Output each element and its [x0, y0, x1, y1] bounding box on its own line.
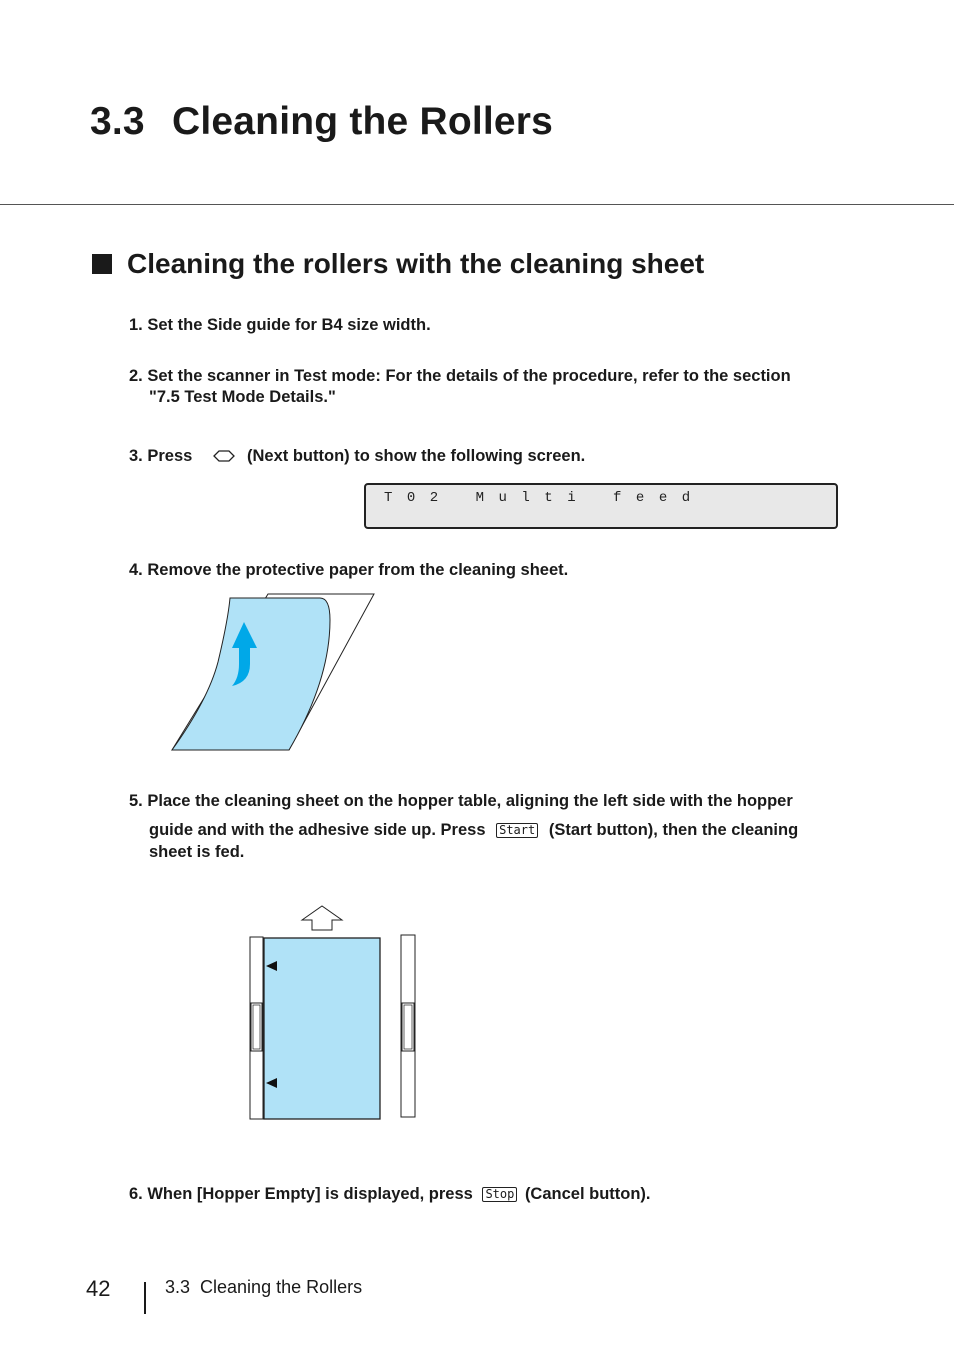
step-3 [129, 446, 192, 467]
next-button-icon [213, 449, 235, 463]
step-text: guide and with the adhesive side up. Press [149, 821, 486, 839]
footer-section-title: Cleaning the Rollers [200, 1277, 363, 1297]
stop-key-icon: Stop [482, 1187, 517, 1202]
footer-divider [144, 1282, 146, 1314]
subsection-title: Cleaning the rollers with the cleaning sheet [127, 248, 705, 279]
step-text: (Cancel button). [524, 1185, 651, 1203]
step-3-text-after: (Next button) to show the following screen. [247, 447, 586, 465]
cleaning-sheet-peel-illustration [168, 590, 380, 755]
footer-section-number: 3.3 [165, 1277, 191, 1297]
subsection-heading [92, 248, 704, 280]
step-2-continuation: "7.5 Test Mode Details." [149, 388, 336, 406]
step-text: (Start button), then the cleaning [548, 821, 799, 839]
title-divider [0, 204, 954, 205]
page-number: 42 [86, 1276, 111, 1301]
step-4 [129, 560, 568, 581]
step-2 [129, 366, 791, 387]
step-text: Set the scanner in Test mode: For the details of the procedure, refer to the section [147, 367, 791, 385]
step-text: Set the Side guide for B4 size width. [147, 316, 431, 334]
step-1 [129, 315, 431, 336]
step-text: Press [147, 447, 193, 465]
step-text: Remove the protective paper from the cleaning sheet. [147, 561, 569, 579]
section-number: 3.3 [90, 100, 145, 143]
hopper-placement-illustration [240, 900, 430, 1125]
step-5 [129, 791, 793, 812]
step-number: 3. [129, 447, 143, 465]
step-5-line-3: sheet is fed. [149, 843, 245, 861]
step-text: When [Hopper Empty] is displayed, press [147, 1185, 473, 1203]
running-footer [165, 1277, 362, 1298]
step-number: 2. [129, 367, 143, 385]
step-number: 1. [129, 316, 143, 334]
start-key-icon: Start [496, 823, 538, 838]
step-6 [129, 1184, 651, 1205]
step-number: 6. [129, 1185, 143, 1203]
lcd-text: T02 Multi feed [384, 490, 705, 506]
step-number: 5. [129, 792, 143, 810]
step-5-line-2 [149, 820, 798, 841]
step-text: Place the cleaning sheet on the hopper table, aligning the left side with the hopper [147, 792, 793, 810]
step-number: 4. [129, 561, 143, 579]
section-title: Cleaning the Rollers [172, 100, 554, 143]
feed-direction-arrow-icon [302, 906, 342, 930]
lcd-display [364, 483, 838, 529]
page-title [90, 100, 553, 144]
square-bullet-icon [92, 254, 112, 274]
